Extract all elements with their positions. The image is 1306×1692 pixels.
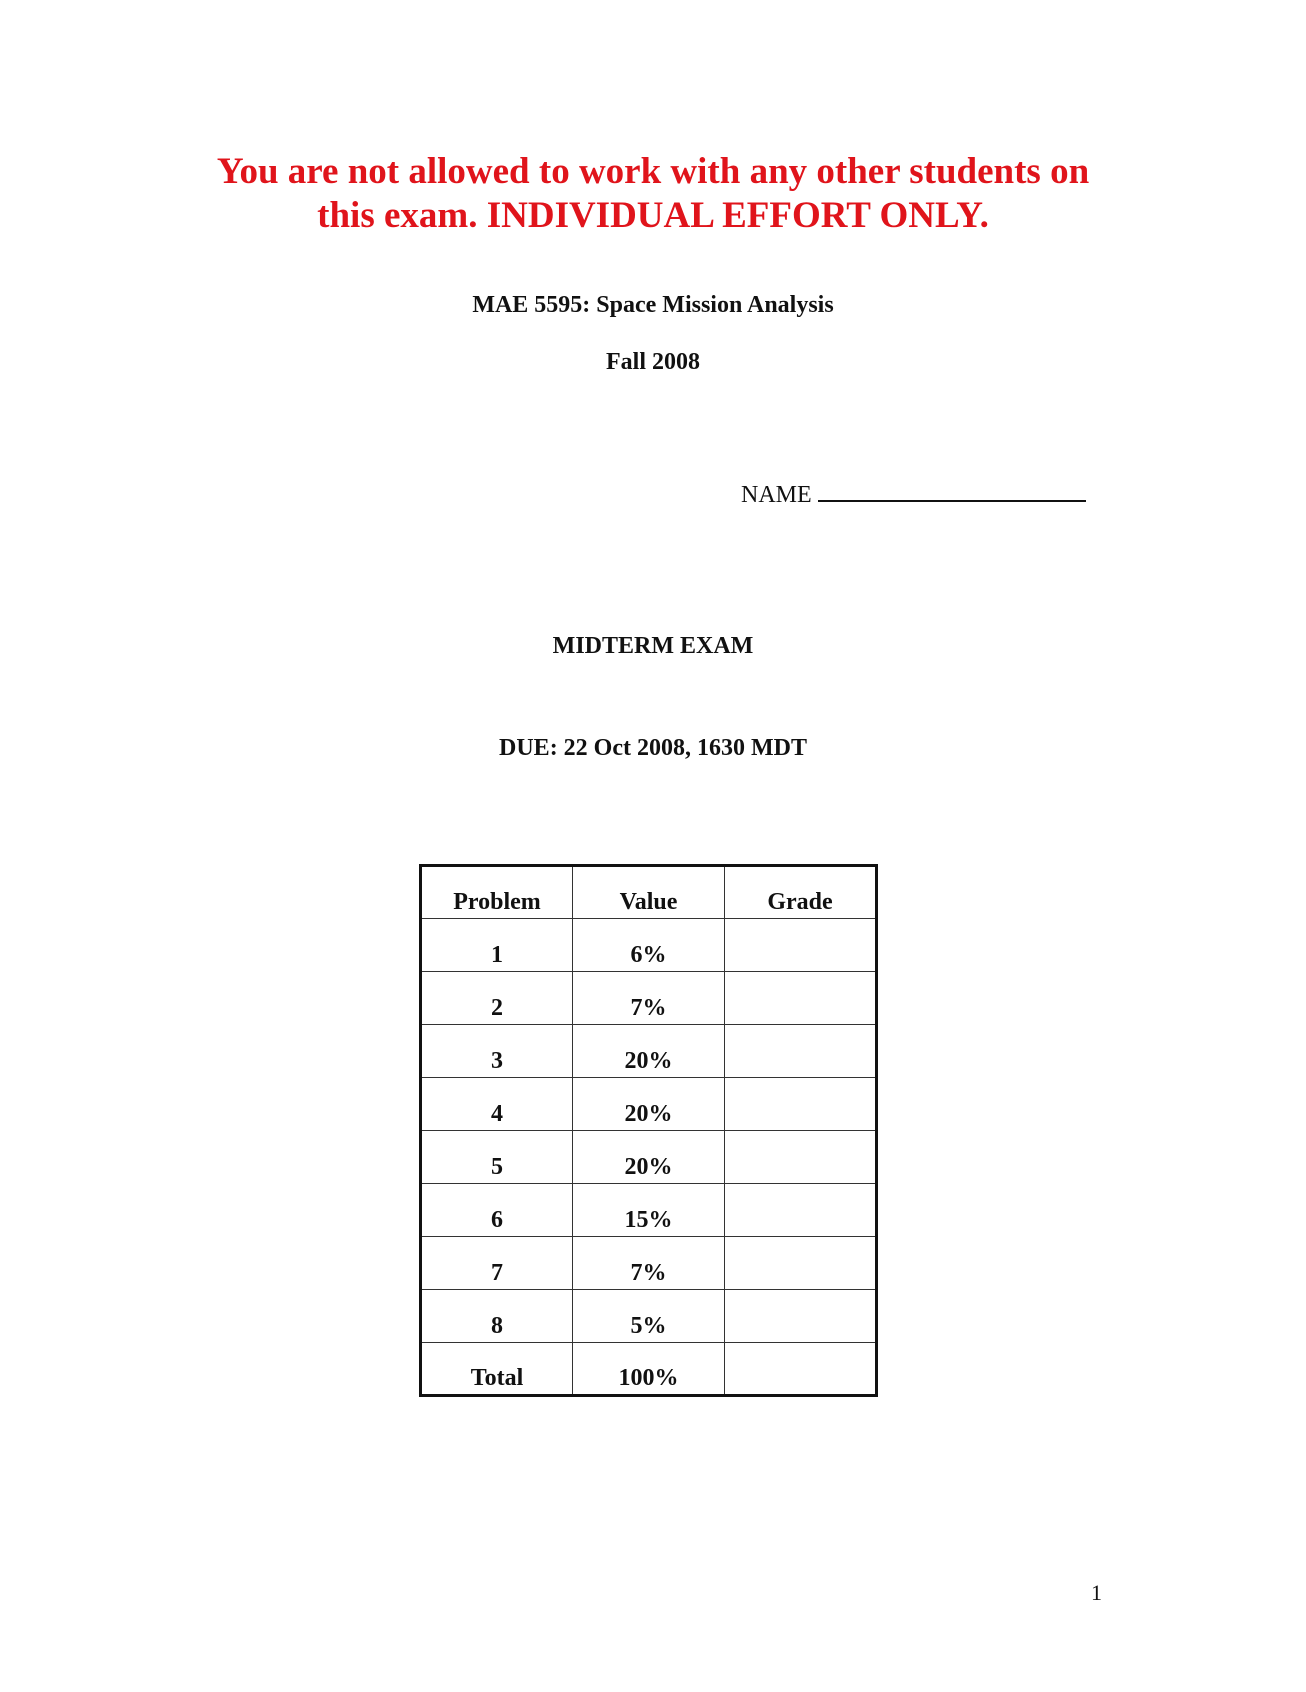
problem-cell: 5 — [421, 1131, 573, 1184]
problem-cell: 4 — [421, 1078, 573, 1131]
total-label-cell: Total — [421, 1343, 573, 1396]
value-cell: 15% — [573, 1184, 725, 1237]
table-row — [421, 1078, 877, 1131]
value-cell: 20% — [573, 1025, 725, 1078]
table-header-row — [421, 866, 877, 919]
total-grade-cell — [725, 1343, 877, 1396]
grade-cell — [725, 1078, 877, 1131]
total-value-cell: 100% — [573, 1343, 725, 1396]
due-date: DUE: 22 Oct 2008, 1630 MDT — [499, 735, 807, 761]
course-title: MAE 5595: Space Mission Analysis — [472, 292, 834, 318]
warning-line-1: You are not allowed to work with any other students on — [216, 151, 1090, 192]
name-label: NAME — [741, 482, 812, 508]
problem-cell: 2 — [421, 972, 573, 1025]
table-row — [421, 1290, 877, 1343]
grade-cell — [725, 972, 877, 1025]
value-cell: 6% — [573, 919, 725, 972]
problem-cell: 8 — [421, 1290, 573, 1343]
warning-line-2: this exam. INDIVIDUAL EFFORT ONLY. — [317, 195, 989, 236]
value-cell: 20% — [573, 1078, 725, 1131]
warning-notice — [0, 150, 1306, 238]
grade-cell — [725, 1237, 877, 1290]
page-number: 1 — [1091, 1580, 1102, 1605]
grade-cell — [725, 1184, 877, 1237]
table-row — [421, 1131, 877, 1184]
problem-cell: 1 — [421, 919, 573, 972]
problem-cell: 3 — [421, 1025, 573, 1078]
problem-cell: 7 — [421, 1237, 573, 1290]
header-problem: Problem — [421, 866, 573, 919]
term: Fall 2008 — [606, 349, 700, 375]
value-cell: 7% — [573, 1237, 725, 1290]
value-cell: 5% — [573, 1290, 725, 1343]
value-cell: 7% — [573, 972, 725, 1025]
table-row — [421, 1184, 877, 1237]
value-cell: 20% — [573, 1131, 725, 1184]
grade-cell — [725, 1131, 877, 1184]
table-row — [421, 919, 877, 972]
header-value: Value — [573, 866, 725, 919]
grade-table — [419, 864, 878, 1397]
header-grade: Grade — [725, 866, 877, 919]
grade-cell — [725, 1025, 877, 1078]
name-field — [741, 478, 1086, 509]
grade-cell — [725, 919, 877, 972]
problem-cell: 6 — [421, 1184, 573, 1237]
table-row — [421, 1237, 877, 1290]
exam-title: MIDTERM EXAM — [552, 633, 754, 659]
name-blank-line[interactable] — [818, 478, 1086, 502]
table-total-row — [421, 1343, 877, 1396]
grade-cell — [725, 1290, 877, 1343]
table-row — [421, 1025, 877, 1078]
table-row — [421, 972, 877, 1025]
